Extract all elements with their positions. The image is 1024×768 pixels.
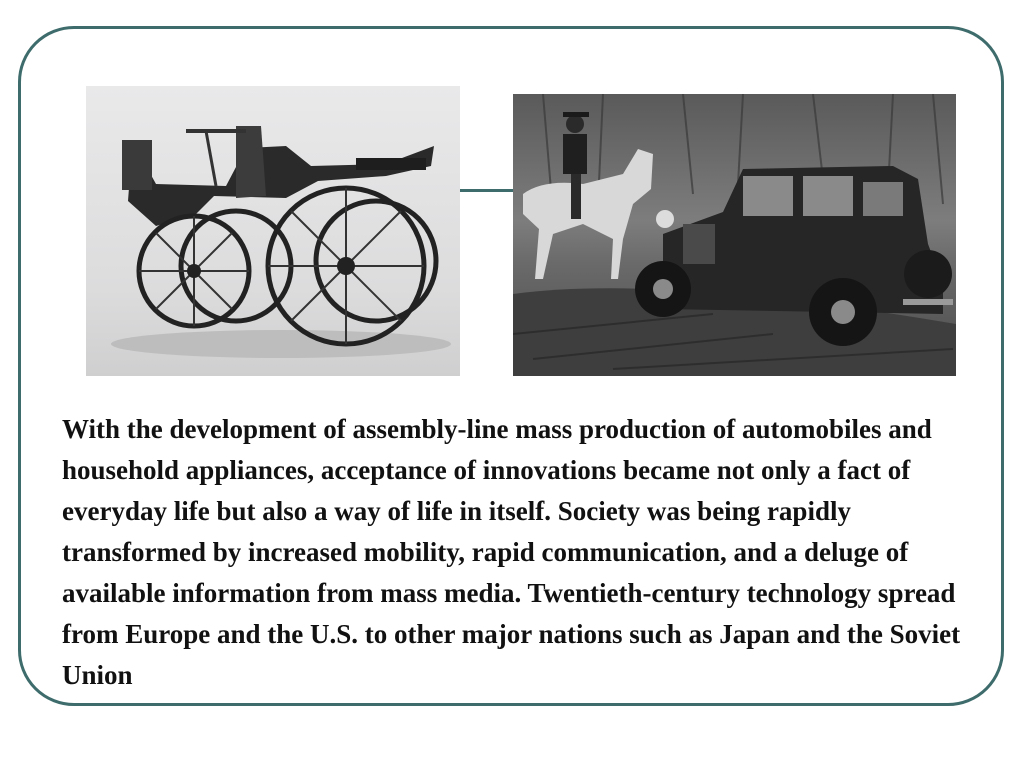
car-and-horse-photo — [513, 94, 956, 376]
slide-body-text: With the development of assembly-line mass production of automobiles and household appliances, acceptance of innovations became not only a fact of everyday life but also a way of life in itself. Society was being rapidly transformed by increased mobility, rapid communication, and a deluge of available information from mass media. Twentieth-century technology spread from Europe and the U.S. to other major nations such as Japan and the Soviet Union — [62, 414, 961, 690]
frame-connector-line — [460, 189, 516, 192]
horseless-carriage-photo — [86, 86, 460, 376]
